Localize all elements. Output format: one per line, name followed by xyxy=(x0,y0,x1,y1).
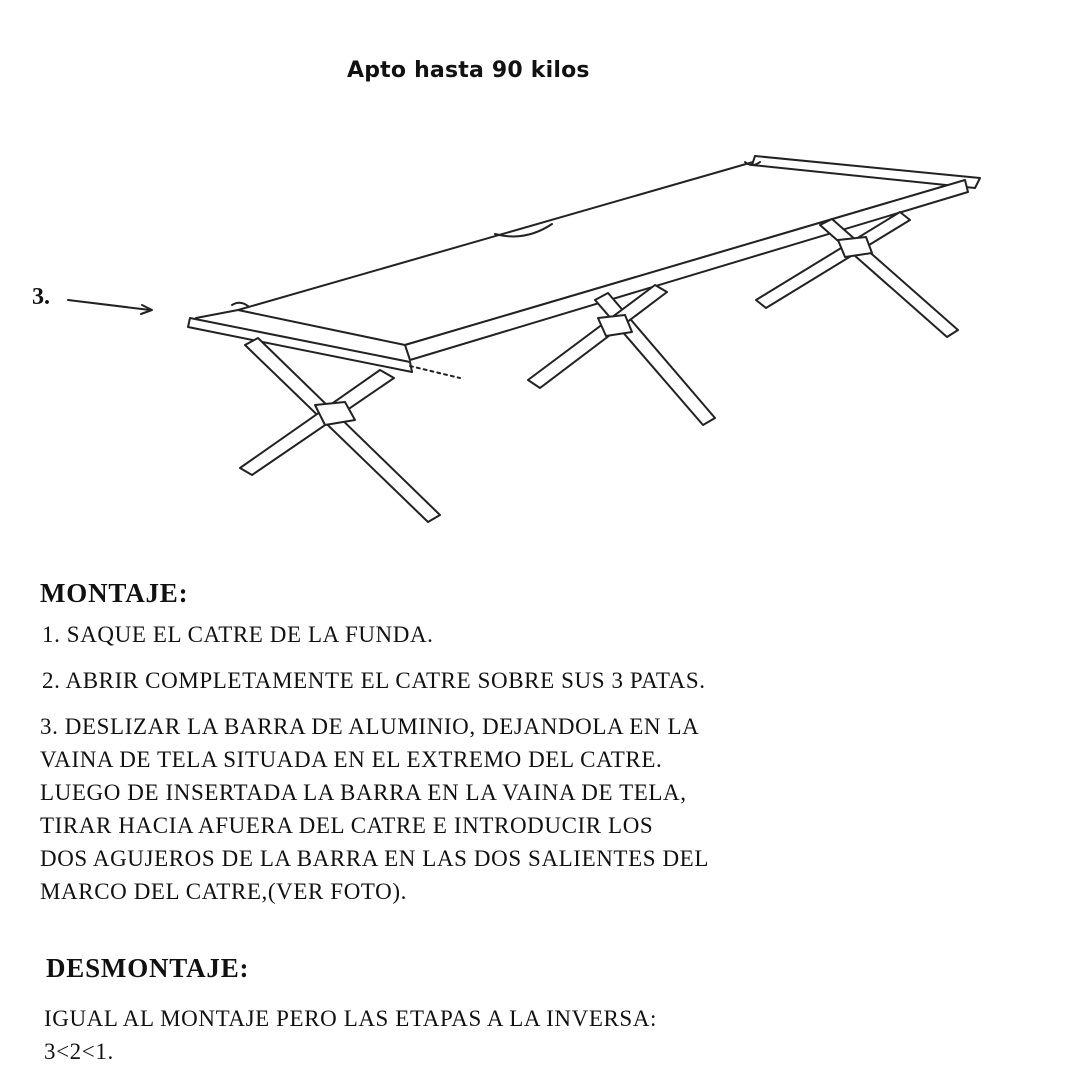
assembly-step-3-line: DOS AGUJEROS DE LA BARRA EN LAS DOS SALIENTES DEL xyxy=(40,846,709,871)
disassembly-title: DESMONTAJE: xyxy=(46,953,250,983)
capacity-note: Apto hasta 90 kilos xyxy=(347,58,590,83)
assembly-step-3-line: LUEGO DE INSERTADA LA BARRA EN LA VAINA DE TELA, xyxy=(40,780,687,805)
disassembly-line: 3<2<1. xyxy=(44,1039,114,1064)
assembly-step-3 xyxy=(40,710,709,908)
callout-label: 3. xyxy=(32,284,50,310)
callout-arrow xyxy=(68,300,150,310)
assembly-step-2: 2. ABRIR COMPLETAMENTE EL CATRE SOBRE SUS 3 PATAS. xyxy=(42,668,706,693)
assembly-step-3-line: VAINA DE TELA SITUADA EN EL EXTREMO DEL CATRE. xyxy=(40,747,663,772)
assembly-step-3-line: 3. DESLIZAR LA BARRA DE ALUMINIO, DEJANDOLA EN LA xyxy=(40,714,700,739)
assembly-step-3-line: MARCO DEL CATRE,(VER FOTO). xyxy=(40,879,407,904)
assembly-step-3-line: TIRAR HACIA AFUERA DEL CATRE E INTRODUCIR LOS xyxy=(40,813,654,838)
disassembly-text xyxy=(44,1002,657,1068)
folding-cot-illustration xyxy=(0,130,1080,550)
assembly-step-1: 1. SAQUE EL CATRE DE LA FUNDA. xyxy=(42,622,434,647)
disassembly-line: IGUAL AL MONTAJE PERO LAS ETAPAS A LA INVERSA: xyxy=(44,1006,658,1031)
assembly-title: MONTAJE: xyxy=(40,578,189,608)
